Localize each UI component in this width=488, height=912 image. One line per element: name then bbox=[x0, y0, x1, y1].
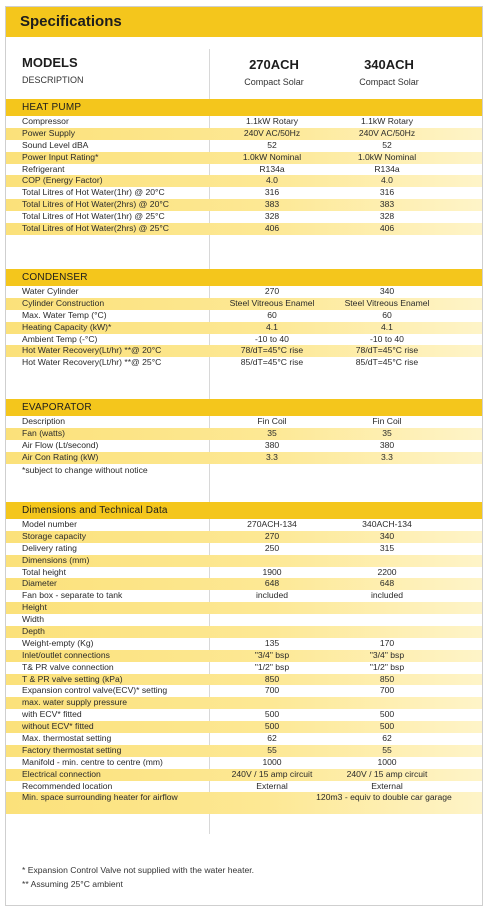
table-row bbox=[6, 452, 482, 464]
row-label: Power Supply bbox=[22, 127, 76, 138]
table-row bbox=[6, 638, 482, 650]
table-row bbox=[6, 745, 482, 757]
row-value-340ach: 316 bbox=[379, 187, 395, 198]
row-value-340ach: "1/2" bsp bbox=[369, 661, 405, 672]
row-value-340ach: 60 bbox=[382, 309, 392, 320]
condenser-section bbox=[6, 269, 482, 369]
row-value-340ach: 85/dT=45°C rise bbox=[355, 357, 419, 368]
table-row bbox=[6, 543, 482, 555]
page-title: Specifications bbox=[6, 7, 482, 37]
row-value-270ach: 1.0kW Nominal bbox=[242, 151, 302, 162]
model-340ach-description: Compact Solar bbox=[359, 77, 419, 87]
row-value-340ach: External bbox=[371, 780, 403, 791]
row-value-270ach: 328 bbox=[264, 211, 280, 222]
row-label: Total height bbox=[22, 566, 66, 577]
row-value-270ach: 250 bbox=[264, 542, 280, 553]
heat-pump-heading: HEAT PUMP bbox=[6, 99, 482, 116]
row-label: Electrical connection bbox=[22, 768, 101, 779]
row-value-340ach: 240V / 15 amp circuit bbox=[346, 768, 428, 779]
row-label: T & PR valve setting (kPa) bbox=[22, 673, 123, 684]
row-value-340ach: 700 bbox=[379, 685, 395, 696]
model-270ach-heading: 270ACH bbox=[249, 57, 299, 72]
row-value-340ach: 648 bbox=[379, 578, 395, 589]
table-row bbox=[6, 685, 482, 697]
row-value-270ach: 85/dT=45°C rise bbox=[240, 357, 304, 368]
row-value-340ach: included bbox=[370, 590, 403, 601]
row-label: Fan (watts) bbox=[22, 427, 65, 438]
row-value-270ach: 240V / 15 amp circuit bbox=[231, 768, 313, 779]
description-label: DESCRIPTION bbox=[22, 75, 84, 85]
row-label: Dimensions (mm) bbox=[22, 554, 90, 565]
row-label: Cylinder Construction bbox=[22, 297, 105, 308]
row-label: Description bbox=[22, 416, 65, 426]
row-label: Hot Water Recovery(Lt/hr) **@ 25°C bbox=[22, 357, 162, 368]
row-value-270ach: 62 bbox=[267, 733, 277, 744]
row-value-270ach: 52 bbox=[267, 139, 277, 150]
table-row bbox=[6, 187, 482, 199]
row-label: T& PR valve connection bbox=[22, 661, 114, 672]
row-label: Min. space surrounding heater for airflow bbox=[22, 792, 178, 803]
row-value-340ach: 406 bbox=[379, 223, 395, 234]
table-row bbox=[6, 357, 482, 369]
table-row bbox=[6, 140, 482, 152]
table-row bbox=[6, 733, 482, 745]
row-value-340ach: -10 to 40 bbox=[370, 333, 404, 344]
row-value-270ach: 55 bbox=[267, 744, 277, 755]
row-value-340ach: 4.0 bbox=[381, 175, 393, 186]
row-value-270ach: 270 bbox=[264, 530, 280, 541]
row-value-340ach: Fin Coil bbox=[372, 416, 402, 426]
models-label: MODELS bbox=[22, 55, 78, 70]
row-value-340ach: R134a bbox=[374, 163, 400, 174]
table-row bbox=[6, 416, 482, 428]
row-value-340ach: 52 bbox=[382, 139, 392, 150]
table-row bbox=[6, 769, 482, 781]
row-label: Storage capacity bbox=[22, 530, 87, 541]
table-row bbox=[6, 428, 482, 440]
row-label: Weight-empty (Kg) bbox=[22, 637, 94, 648]
row-label: Water Cylinder bbox=[22, 286, 79, 296]
row-label: Height bbox=[22, 602, 47, 613]
row-value-270ach: 35 bbox=[267, 427, 277, 438]
table-row bbox=[6, 602, 482, 614]
table-row bbox=[6, 116, 482, 128]
row-value-270ach: 500 bbox=[264, 709, 280, 720]
evaporator-section bbox=[6, 399, 482, 476]
specifications-sheet bbox=[5, 6, 483, 906]
row-value-340ach: 315 bbox=[379, 542, 395, 553]
table-row bbox=[6, 614, 482, 626]
row-value-340ach: 340ACH-134 bbox=[362, 519, 412, 529]
row-label: Depth bbox=[22, 626, 45, 637]
row-value-270ach: included bbox=[255, 590, 288, 601]
evaporator-note: *subject to change without notice bbox=[22, 464, 148, 475]
row-label: Refrigerant bbox=[22, 163, 65, 174]
row-label: Hot Water Recovery(Lt/hr) **@ 20°C bbox=[22, 345, 162, 356]
table-row bbox=[6, 298, 482, 310]
row-value-340ach: "3/4" bsp bbox=[369, 649, 405, 660]
row-label: Total Litres of Hot Water(1hr) @ 25°C bbox=[22, 211, 165, 222]
row-value-340ach: 78/dT=45°C rise bbox=[355, 345, 419, 356]
row-value-340ach: 240V AC/50Hz bbox=[358, 127, 416, 138]
row-value-340ach: 2200 bbox=[377, 566, 397, 577]
table-row bbox=[6, 792, 482, 814]
row-label: Sound Level dBA bbox=[22, 139, 89, 150]
row-value-340ach: 500 bbox=[379, 721, 395, 732]
row-label: Diameter bbox=[22, 578, 57, 589]
row-value-270ach: 1900 bbox=[262, 566, 282, 577]
table-row bbox=[6, 128, 482, 140]
table-row bbox=[6, 674, 482, 686]
row-value-270ach: "3/4" bsp bbox=[254, 649, 290, 660]
row-label: Fan box - separate to tank bbox=[22, 590, 123, 601]
row-value-340ach: 170 bbox=[379, 637, 395, 648]
row-label: Recommended location bbox=[22, 780, 113, 791]
row-value-270ach: -10 to 40 bbox=[255, 333, 289, 344]
table-row bbox=[6, 199, 482, 211]
row-value-270ach: 500 bbox=[264, 721, 280, 732]
row-label: Air Flow (Lt/second) bbox=[22, 439, 99, 450]
row-value-270ach: 4.0 bbox=[266, 175, 278, 186]
row-label: Max. Water Temp (°C) bbox=[22, 309, 107, 320]
evaporator-heading: EVAPORATOR bbox=[6, 399, 482, 416]
table-row bbox=[6, 211, 482, 223]
row-label: Total Litres of Hot Water(2hrs) @ 20°C bbox=[22, 199, 169, 210]
table-row bbox=[6, 709, 482, 721]
row-value-270ach: 60 bbox=[267, 309, 277, 320]
model-270ach-description: Compact Solar bbox=[244, 77, 304, 87]
table-row bbox=[6, 721, 482, 733]
row-value-270ach: 700 bbox=[264, 685, 280, 696]
table-row bbox=[6, 781, 482, 793]
row-label: Model number bbox=[22, 519, 77, 529]
table-row bbox=[6, 662, 482, 674]
row-label: Inlet/outlet connections bbox=[22, 649, 110, 660]
row-value-340ach: 1.0kW Nominal bbox=[357, 151, 417, 162]
row-value-340ach: 383 bbox=[379, 199, 395, 210]
row-value-270ach: 270 bbox=[264, 286, 280, 296]
row-value-270ach: 270ACH-134 bbox=[247, 519, 297, 529]
row-label: Width bbox=[22, 614, 44, 625]
row-label: Factory thermostat setting bbox=[22, 744, 122, 755]
dimensions-heading: Dimensions and Technical Data bbox=[6, 502, 482, 519]
row-value-270ach: 850 bbox=[264, 673, 280, 684]
table-row bbox=[6, 555, 482, 567]
table-row bbox=[6, 650, 482, 662]
row-label: without ECV* fitted bbox=[22, 721, 94, 732]
row-value-270ach: 3.3 bbox=[266, 451, 278, 462]
row-value-340ach: 62 bbox=[382, 733, 392, 744]
row-value-270ach: 383 bbox=[264, 199, 280, 210]
footnote-ecv: * Expansion Control Valve not supplied with the water heater. bbox=[22, 865, 255, 875]
model-340ach-heading: 340ACH bbox=[364, 57, 414, 72]
row-value-340ach: 340 bbox=[379, 530, 395, 541]
row-value-270ach: 1000 bbox=[262, 756, 282, 767]
row-value-270ach: 648 bbox=[264, 578, 280, 589]
row-value-270ach: Fin Coil bbox=[257, 416, 287, 426]
row-label: Manifold - min. centre to centre (mm) bbox=[22, 756, 163, 767]
row-value-270ach: 380 bbox=[264, 439, 280, 450]
row-value-270ach: 4.1 bbox=[266, 321, 278, 332]
row-value-270ach: 1.1kW Rotary bbox=[245, 116, 299, 126]
row-value-270ach: Steel Vitreous Enamel bbox=[229, 297, 315, 308]
table-row bbox=[6, 531, 482, 543]
row-value-span: 120m3 - equiv to double car garage bbox=[316, 792, 452, 803]
row-label: Total Litres of Hot Water(1hr) @ 20°C bbox=[22, 187, 165, 198]
row-value-340ach: 1.1kW Rotary bbox=[360, 116, 414, 126]
row-label: Max. thermostat setting bbox=[22, 733, 112, 744]
table-row bbox=[6, 164, 482, 176]
row-label: Air Con Rating (kW) bbox=[22, 451, 99, 462]
row-value-270ach: 240V AC/50Hz bbox=[243, 127, 301, 138]
row-value-270ach: 78/dT=45°C rise bbox=[240, 345, 304, 356]
table-row bbox=[6, 590, 482, 602]
table-row bbox=[6, 345, 482, 357]
row-value-340ach: 4.1 bbox=[381, 321, 393, 332]
row-label: COP (Energy Factor) bbox=[22, 175, 103, 186]
row-value-340ach: 500 bbox=[379, 709, 395, 720]
row-value-270ach: "1/2" bsp bbox=[254, 661, 290, 672]
row-value-340ach: 850 bbox=[379, 673, 395, 684]
table-row bbox=[6, 310, 482, 322]
row-value-270ach: 316 bbox=[264, 187, 280, 198]
table-row bbox=[6, 757, 482, 769]
row-value-340ach: 55 bbox=[382, 744, 392, 755]
row-value-270ach: R134a bbox=[259, 163, 285, 174]
table-row bbox=[6, 286, 482, 298]
table-row bbox=[6, 440, 482, 452]
table-row bbox=[6, 322, 482, 334]
table-row bbox=[6, 223, 482, 235]
table-row bbox=[6, 334, 482, 346]
table-row bbox=[6, 175, 482, 187]
footnotes bbox=[6, 863, 482, 891]
row-value-270ach: 135 bbox=[264, 637, 280, 648]
row-value-340ach: 35 bbox=[382, 427, 392, 438]
row-label: Total Litres of Hot Water(2hrs) @ 25°C bbox=[22, 223, 169, 234]
row-label: max. water supply pressure bbox=[22, 697, 128, 708]
row-value-270ach: 406 bbox=[264, 223, 280, 234]
row-value-340ach: 380 bbox=[379, 439, 395, 450]
table-row bbox=[6, 152, 482, 164]
models-header bbox=[6, 49, 482, 97]
row-label: with ECV* fitted bbox=[22, 709, 82, 720]
row-label: Heating Capacity (kW)* bbox=[22, 321, 112, 332]
table-row bbox=[6, 567, 482, 579]
footnote-ambient: ** Assuming 25°C ambient bbox=[22, 879, 123, 889]
table-row bbox=[6, 626, 482, 638]
row-value-270ach: External bbox=[256, 780, 288, 791]
row-label: Delivery rating bbox=[22, 542, 77, 553]
row-value-340ach: 340 bbox=[379, 286, 395, 296]
row-value-340ach: 1000 bbox=[377, 756, 397, 767]
condenser-heading: CONDENSER bbox=[6, 269, 482, 286]
table-row bbox=[6, 697, 482, 709]
row-label: Power Input Rating* bbox=[22, 151, 99, 162]
row-value-340ach: 328 bbox=[379, 211, 395, 222]
heat-pump-section bbox=[6, 99, 482, 235]
row-label: Ambient Temp (-°C) bbox=[22, 333, 98, 344]
table-row bbox=[6, 519, 482, 531]
row-label: Expansion control valve(ECV)* setting bbox=[22, 685, 168, 696]
table-row bbox=[6, 578, 482, 590]
row-label: Compressor bbox=[22, 116, 69, 126]
dimensions-section bbox=[6, 502, 482, 814]
row-value-340ach: Steel Vitreous Enamel bbox=[344, 297, 430, 308]
row-value-340ach: 3.3 bbox=[381, 451, 393, 462]
